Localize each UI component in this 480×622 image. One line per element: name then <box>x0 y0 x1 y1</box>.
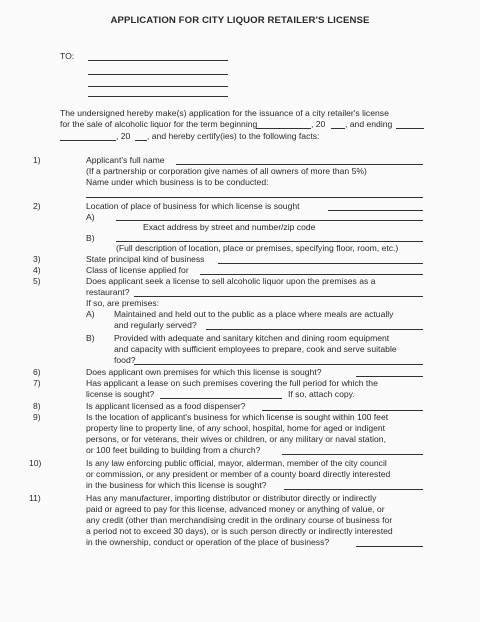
item-1-note: (If a partnership or corporation give names of all owners of more than 5%) <box>86 166 367 176</box>
item-5a-label: A) <box>86 309 95 319</box>
item-9-line-4: or 100 feet building to building from a church? <box>86 445 261 455</box>
item-2a-label: A) <box>86 212 95 222</box>
to-line-3[interactable] <box>88 86 228 87</box>
item-5a-line-2: and regularly served? <box>114 320 197 330</box>
intro-line-2b: , 20 <box>311 119 326 129</box>
item-9-line-2: property line to property line, of any school, hospital, home for aged or indigent <box>86 423 386 433</box>
kind-of-business-field[interactable] <box>218 263 423 264</box>
item-11-line-5: in the ownership, conduct or operation of the place of business? <box>86 537 330 547</box>
meals-served-field[interactable] <box>206 329 423 330</box>
intro-line-3b: , and hereby certify(ies) to the following facts: <box>147 131 320 141</box>
item-9-line-3: persons, or for veterans, their wives or children, or any military or naval station, <box>86 434 386 444</box>
item-9-number: 9) <box>33 412 41 422</box>
item-3-number: 3) <box>33 254 41 264</box>
official-interest-field[interactable] <box>284 489 423 490</box>
to-line-2[interactable] <box>88 74 228 75</box>
street-address-field[interactable] <box>116 220 423 221</box>
church-distance-field[interactable] <box>282 454 423 455</box>
item-5b-line-2: and capacity with sufficient employees to prepare, cook and serve suitable <box>114 344 397 354</box>
intro-line-1: The undersigned hereby make(s) application for the issuance of a city retailer's license <box>60 108 389 118</box>
item-5a-line-1: Maintained and held out to the public as a place where meals are actually <box>114 309 394 319</box>
term-end-year-field[interactable] <box>135 140 147 141</box>
intro-line-3a: , 20 <box>116 131 131 141</box>
kitchen-equipment-field[interactable] <box>134 364 423 365</box>
item-7-line-1: Has applicant a lease on such premises covering the full period for which the <box>86 378 378 388</box>
item-5-line-2: restaurant? <box>86 287 130 297</box>
item-7-attach-note: If so, attach copy. <box>288 389 355 399</box>
item-11-number: 11) <box>29 493 41 503</box>
lease-field[interactable] <box>160 398 282 399</box>
term-begin-year-field[interactable] <box>331 128 345 129</box>
item-9-line-1: Is the location of applicant's business for which license is sought within 100 feet <box>86 412 389 422</box>
item-2b-caption: (Full description of location, place or premises, specifying floor, room, etc.) <box>116 243 399 253</box>
food-dispenser-field[interactable] <box>262 410 423 411</box>
item-7-number: 7) <box>33 378 41 388</box>
item-10-line-3: in the business for which this license is sought? <box>86 480 267 490</box>
item-5-line-1: Does applicant seek a license to sell alcoholic liquor upon the premises as a <box>86 276 376 286</box>
item-1-label: Applicant's full name <box>86 155 165 165</box>
item-2a-caption: Exact address by street and number/zip code <box>143 222 316 232</box>
item-6-label: Does applicant own premises for which this license is sought? <box>86 367 322 377</box>
form-title: APPLICATION FOR CITY LIQUOR RETAILER'S LICENSE <box>110 15 370 26</box>
license-class-field[interactable] <box>200 274 423 275</box>
term-begin-field[interactable] <box>256 128 311 129</box>
business-name-field[interactable] <box>86 197 423 198</box>
term-end-field-a[interactable] <box>396 128 424 129</box>
item-2-number: 2) <box>33 201 41 211</box>
location-description-field[interactable] <box>116 241 423 242</box>
item-11-line-4: a period not to exceed 30 days), or is such person directly or indirectly interested <box>86 526 393 536</box>
item-10-line-2: or commission, or any president or member of a county board directly interested <box>86 469 391 479</box>
to-line-1[interactable] <box>88 60 228 61</box>
item-4-label: Class of license applied for <box>86 265 189 275</box>
item-5b-line-1: Provided with adequate and sanitary kitchen and dining room equipment <box>114 333 390 343</box>
restaurant-answer-field[interactable] <box>134 296 423 297</box>
item-5-number: 5) <box>33 276 41 286</box>
intro-line-2c: , and ending <box>345 119 393 129</box>
item-4-number: 4) <box>33 265 41 275</box>
item-1-number: 1) <box>33 155 41 165</box>
term-end-field-b[interactable] <box>60 140 116 141</box>
manufacturer-interest-field[interactable] <box>356 546 423 547</box>
to-line-4[interactable] <box>88 96 228 97</box>
item-8-number: 8) <box>33 401 41 411</box>
item-1-business-name-label: Name under which business is to be conducted: <box>86 177 269 187</box>
item-5b-label: B) <box>86 333 95 343</box>
item-6-number: 6) <box>33 367 41 377</box>
item-5b-line-3: food? <box>114 355 136 365</box>
business-location-field[interactable] <box>328 210 423 211</box>
item-5-premises-label: If so, are premises: <box>86 298 160 308</box>
item-10-number: 10) <box>29 458 42 468</box>
intro-line-2a: for the sale of alcoholic liquor for the term beginning <box>60 119 258 129</box>
item-11-line-1: Has any manufacturer, importing distributor or distributor directly or indirectly <box>86 493 377 503</box>
item-8-label: Is applicant licensed as a food dispenser? <box>86 401 246 411</box>
item-10-line-1: Is any law enforcing public official, mayor, alderman, member of the city council <box>86 458 387 468</box>
to-label: TO: <box>60 51 75 61</box>
item-2-label: Location of place of business for which license is sought <box>86 201 300 211</box>
item-7-line-2: license is sought? <box>86 389 155 399</box>
item-3-label: State principal kind of business <box>86 254 205 264</box>
item-2b-label: B) <box>86 233 95 243</box>
item-11-line-3: any credit (other than merchandising credit in the ordinary course of business for <box>86 515 393 525</box>
own-premises-field[interactable] <box>356 376 423 377</box>
item-11-line-2: paid or agreed to pay for this license, advanced money or anything of value, or <box>86 504 385 514</box>
applicant-name-field[interactable] <box>176 164 423 165</box>
